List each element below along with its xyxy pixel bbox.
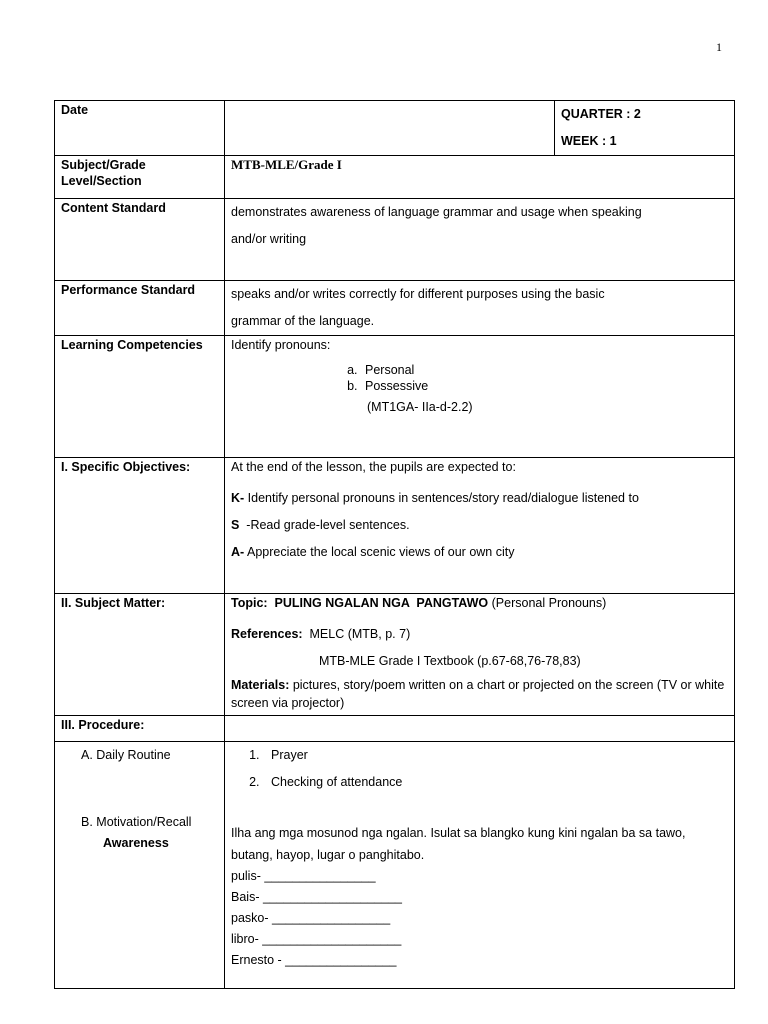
- materials-line: [231, 676, 728, 712]
- motivation-instruction: Ilha ang mga mosunod nga ngalan. Isulat sa blangko kung kini ngalan ba sa tawo, butang, hayop, lugar o panghitabo.: [231, 826, 686, 862]
- subject-matter-label: II. Subject Matter:: [61, 596, 166, 610]
- subject-value: MTB-MLE/Grade I: [231, 157, 342, 172]
- materials-key: Materials:: [231, 678, 290, 692]
- content-standard-text: [225, 199, 734, 253]
- references-second: MTB-MLE Grade I Textbook (p.67-68,76-78,83): [319, 654, 581, 668]
- materials-value: pictures, story/poem written on a chart or projected on the screen (TV or white screen via projector): [231, 678, 725, 710]
- competency-code: (MT1GA- IIa-d-2.2): [367, 400, 473, 414]
- topic-key: Topic: PULING NGALAN NGA PANGTAWO: [231, 596, 489, 610]
- blank-item: Bais- ____________________: [231, 890, 402, 904]
- subject-row: [55, 156, 735, 199]
- performance-standard-line-1: speaks and/or writes correctly for different purposes using the basic: [231, 287, 605, 301]
- procedure-header-row: [55, 716, 735, 742]
- date-row: [55, 101, 735, 156]
- references-line: [231, 621, 728, 648]
- blank-item: Ernesto - ________________: [231, 953, 397, 967]
- content-standard-label: Content Standard: [61, 201, 166, 215]
- objective-a-text: Appreciate the local scenic views of our own city: [244, 545, 515, 559]
- blank-item: libro- ____________________: [231, 932, 402, 946]
- specific-objectives-row: [55, 458, 735, 594]
- learning-competencies-text: [225, 336, 734, 421]
- quarter-label: QUARTER : 2: [561, 107, 641, 121]
- references-value: MELC (MTB, p. 7): [302, 627, 411, 641]
- specific-objectives-label: I. Specific Objectives:: [61, 460, 191, 474]
- content-standard-line-1: demonstrates awareness of language grammar and usage when speaking: [231, 205, 642, 219]
- date-value: [224, 100, 555, 155]
- content-standard-line-2: and/or writing: [231, 232, 307, 246]
- motivation-content: [225, 822, 734, 971]
- objective-a: [231, 539, 728, 566]
- objective-k: [231, 485, 728, 512]
- competencies-intro: Identify pronouns:: [231, 338, 331, 352]
- list-item: a. Personal: [361, 362, 728, 378]
- subject-matter-text: [225, 594, 734, 712]
- list-item: 1. Prayer: [263, 742, 734, 769]
- objective-a-key: A-: [231, 545, 245, 559]
- subject-matter-row: [55, 594, 735, 716]
- lesson-plan-table: [54, 100, 735, 989]
- daily-routine-label: A. Daily Routine: [81, 748, 171, 762]
- performance-standard-label: Performance Standard: [61, 283, 196, 297]
- quarter-week: [555, 100, 735, 155]
- learning-competencies-label: Learning Competencies: [61, 338, 203, 352]
- performance-standard-text: [225, 281, 734, 335]
- blank-item: pulis- ________________: [231, 869, 376, 883]
- subject-label: Subject/Grade Level/Section: [61, 158, 146, 188]
- objective-s-text: -Read grade-level sentences.: [239, 518, 410, 532]
- performance-standard-line-2: grammar of the language.: [231, 314, 375, 328]
- procedure-body-row: [55, 742, 735, 989]
- pronoun-types-list: [231, 362, 728, 394]
- list-item: 2. Checking of attendance: [263, 769, 734, 796]
- week-label: WEEK : 1: [561, 134, 617, 148]
- date-label: Date: [61, 103, 89, 117]
- daily-routine-list: [225, 742, 734, 796]
- page-number: 1: [716, 40, 722, 54]
- topic-line: [231, 594, 728, 612]
- references-key: References:: [231, 627, 303, 641]
- procedure-label: III. Procedure:: [61, 718, 145, 732]
- learning-competencies-row: [55, 336, 735, 458]
- content-standard-row: [55, 199, 735, 281]
- blank-item: pasko- _________________: [231, 911, 391, 925]
- motivation-label: B. Motivation/Recall: [81, 815, 192, 829]
- performance-standard-row: [55, 281, 735, 336]
- topic-rest: (Personal Pronouns): [488, 596, 607, 610]
- objective-k-text: Identify personal pronouns in sentences/story read/dialogue listened to: [244, 491, 639, 505]
- objective-s-key: S: [231, 518, 240, 532]
- objective-k-key: K-: [231, 491, 245, 505]
- awareness-label: Awareness: [103, 836, 169, 850]
- list-item: b. Possessive: [361, 378, 728, 394]
- objective-s: [231, 512, 728, 539]
- objectives-intro: At the end of the lesson, the pupils are expected to:: [231, 460, 516, 474]
- specific-objectives-text: [225, 458, 734, 566]
